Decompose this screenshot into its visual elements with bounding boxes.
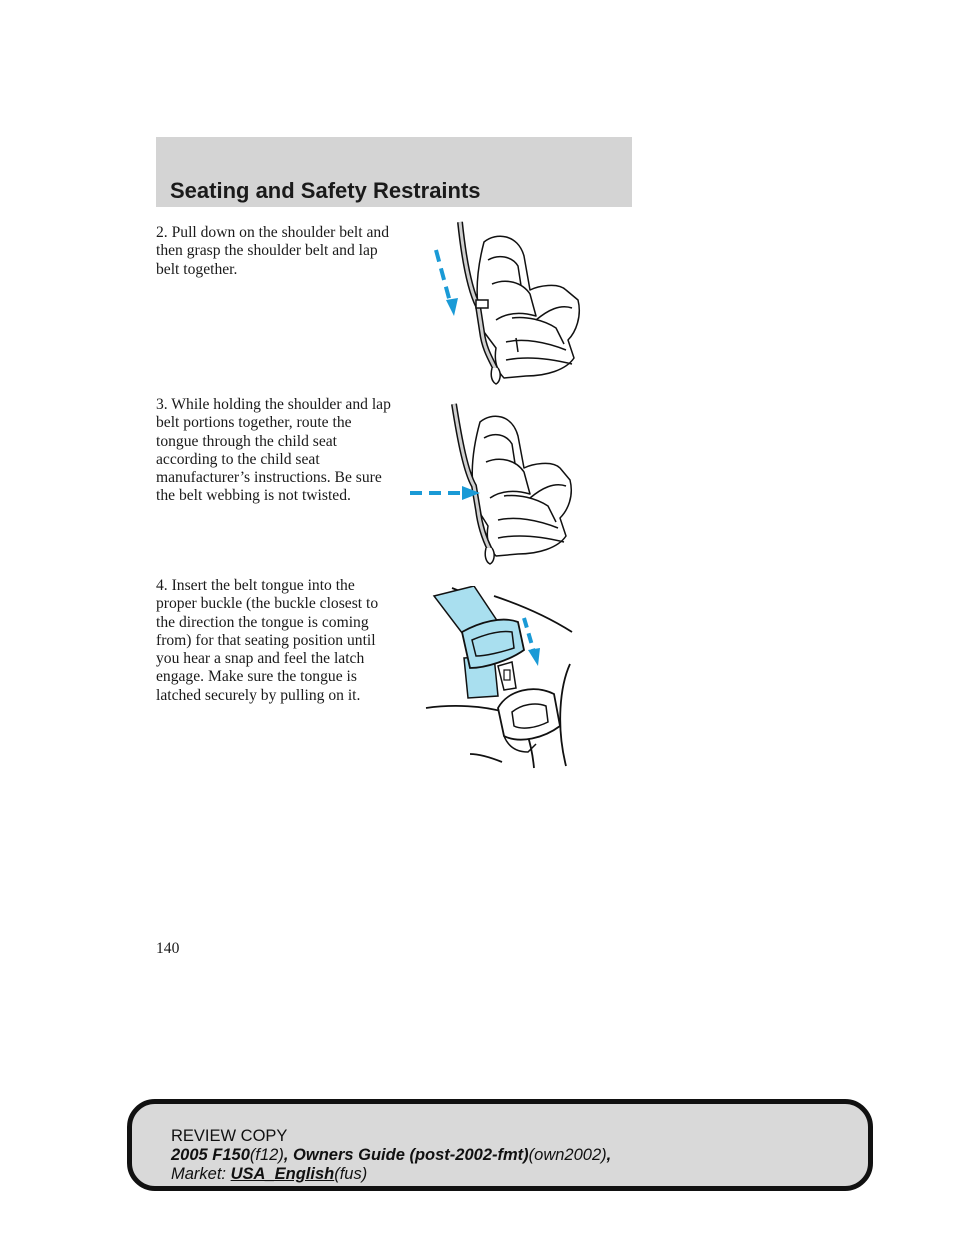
step-2-text: 2. Pull down on the shoulder belt and then grasp the shoulder belt and lap belt together. (156, 224, 390, 278)
footer-model-code: (f12) (249, 1146, 284, 1164)
arrow-down-icon (524, 618, 540, 666)
footer-guide-code: (own2002) (528, 1146, 607, 1164)
child-seat-pull-belt-illustration (426, 220, 596, 390)
arrow-down-icon (436, 250, 458, 316)
page-number: 140 (156, 940, 180, 957)
step-4-text: 4. Insert the belt tongue into the proper buckle (the buckle closest to the direction the tongue is coming from) for that seating position until you hear a snap and feel the latch engage. Make sure the tongue is latched securely by pulling on it. (156, 577, 379, 704)
footer-market-label: Market: (171, 1165, 227, 1183)
child-seat-route-tongue-illustration (408, 402, 578, 572)
review-copy-label: REVIEW COPY (171, 1127, 288, 1145)
footer-sep-1: , (283, 1146, 289, 1164)
footer-market: USA_English (230, 1165, 335, 1183)
footer-sep-2: , (606, 1146, 612, 1164)
section-title: Seating and Safety Restraints (170, 178, 481, 203)
arrow-right-icon (410, 486, 480, 500)
footer-guide: Owners Guide (post-2002-fmt) (293, 1146, 529, 1164)
footer-text (171, 1127, 611, 1184)
step-3-text: 3. While holding the shoulder and lap belt portions together, route the tongue through the child seat according to the child seat manufacturer’s instructions. Be sure the belt webbing is not twisted. (156, 396, 391, 505)
review-copy-footer (127, 1099, 873, 1191)
footer-model: 2005 F150 (171, 1146, 250, 1164)
footer-market-code: (fus) (334, 1165, 368, 1183)
belt-buckle-illustration (424, 586, 588, 772)
